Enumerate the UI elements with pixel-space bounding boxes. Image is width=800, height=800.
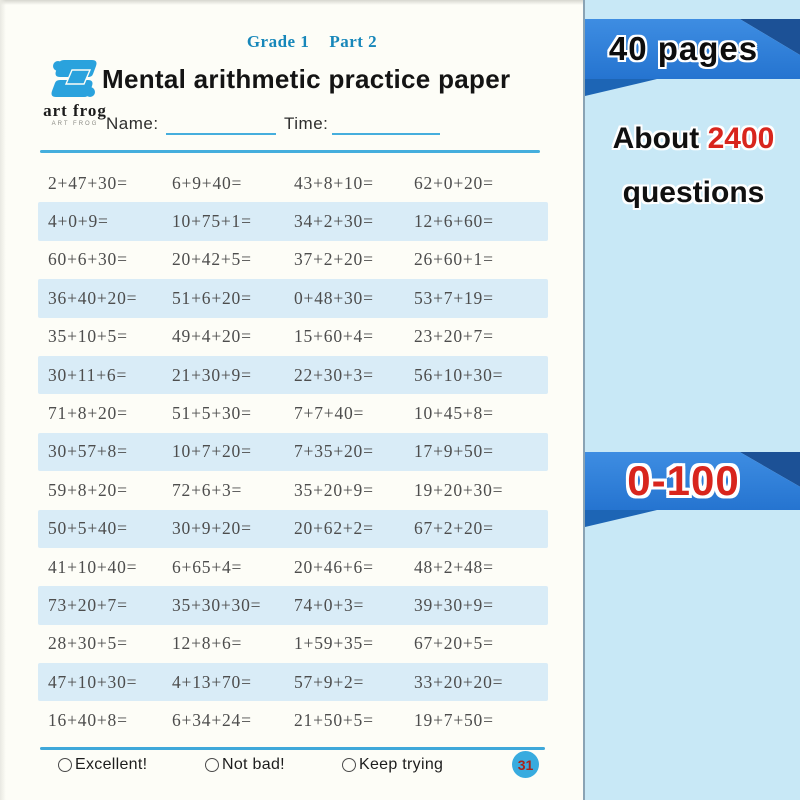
problem-cell: 71+8+20= [48, 403, 128, 424]
problem-cell: 30+9+20= [172, 518, 252, 539]
problem-cell: 49+4+20= [172, 326, 252, 347]
problem-row [38, 318, 548, 356]
problem-cell: 72+6+3= [172, 479, 243, 500]
ribbon-tail [585, 79, 657, 96]
problem-cell: 53+7+19= [414, 287, 494, 308]
problem-cell: 35+30+30= [172, 594, 262, 615]
problem-cell: 59+8+20= [48, 479, 128, 500]
problem-cell: 15+60+4= [294, 326, 374, 347]
about-count: 2400 [707, 122, 775, 155]
about-prefix: About [612, 122, 700, 155]
problem-row [38, 202, 548, 240]
problem-row [38, 279, 548, 317]
grade-part-line [20, 32, 604, 52]
problem-cell: 43+8+10= [294, 172, 374, 193]
problem-cell: 6+9+40= [172, 172, 243, 193]
problem-cell: 21+50+5= [294, 710, 374, 731]
problem-cell: 35+20+9= [294, 479, 374, 500]
problem-cell: 23+20+7= [414, 326, 494, 347]
name-label: Name: [106, 114, 159, 133]
pages-banner-text: 40 pages [608, 30, 759, 67]
scroll-s-logo-icon [40, 56, 110, 102]
about-questions-text [585, 112, 800, 220]
problem-cell: 37+2+20= [294, 249, 374, 270]
page-number: 31 [517, 756, 534, 773]
problem-cell: 17+9+50= [414, 441, 494, 462]
problem-cell: 62+0+20= [414, 172, 494, 193]
problem-row [38, 548, 548, 586]
problem-cell: 6+34+24= [172, 710, 252, 731]
logo-name: art frog [43, 101, 107, 120]
problem-cell: 12+8+6= [172, 633, 243, 654]
footer-options [0, 756, 584, 780]
problem-cell: 67+20+5= [414, 633, 494, 654]
problem-cell: 19+7+50= [414, 710, 494, 731]
rating-option-label: Not bad! [222, 756, 285, 773]
problem-cell: 12+6+60= [414, 211, 494, 232]
grade-label: Grade 1 [246, 32, 310, 51]
problem-cell: 33+20+20= [414, 671, 504, 692]
problem-row [38, 433, 548, 471]
range-banner-text: 0-100 [627, 457, 740, 504]
logo-subtext: ART FROG [51, 121, 99, 127]
page-title: Mental arithmetic practice paper [102, 64, 511, 94]
problem-cell: 10+45+8= [414, 403, 494, 424]
problem-cell: 74+0+3= [294, 594, 365, 615]
problem-row [38, 164, 548, 202]
problem-cell: 22+30+3= [294, 364, 374, 385]
circle-checkbox-icon [342, 758, 356, 772]
problem-row [38, 663, 548, 701]
problem-row [38, 471, 548, 509]
rating-option-label: Keep trying [359, 756, 444, 773]
problem-cell: 7+7+40= [294, 403, 365, 424]
problem-cell: 2+47+30= [48, 172, 128, 193]
problem-cell: 30+57+8= [48, 441, 128, 462]
page-number-badge [512, 751, 539, 778]
problem-cell: 48+2+48= [414, 556, 494, 577]
ribbon-tail [585, 510, 657, 527]
problem-cell: 0+48+30= [294, 287, 374, 308]
problem-cell: 16+40+8= [48, 710, 128, 731]
promo-sidebar [583, 0, 800, 800]
problem-cell: 7+35+20= [294, 441, 374, 462]
pages-ribbon [585, 19, 800, 79]
problem-cell: 21+30+9= [172, 364, 252, 385]
problem-row [38, 394, 548, 432]
problem-cell: 19+20+30= [414, 479, 504, 500]
problem-cell: 30+11+6= [48, 364, 128, 385]
problem-cell: 57+9+2= [294, 671, 365, 692]
problem-cell: 20+42+5= [172, 249, 252, 270]
about-suffix: questions [622, 176, 765, 209]
problem-cell: 34+2+30= [294, 211, 374, 232]
rating-option [58, 756, 147, 774]
problem-row [38, 625, 548, 663]
problem-cell: 51+6+20= [172, 287, 252, 308]
time-blank-line [332, 133, 440, 135]
header-divider-rule [40, 150, 540, 153]
name-time-row [0, 114, 584, 138]
rating-option [342, 756, 443, 774]
problem-cell: 26+60+1= [414, 249, 494, 270]
problem-row [38, 510, 548, 548]
name-blank-line [166, 133, 276, 135]
problem-cell: 56+10+30= [414, 364, 504, 385]
problem-cell: 1+59+35= [294, 633, 374, 654]
problems-grid [38, 164, 548, 740]
problem-cell: 4+0+9= [48, 211, 109, 232]
problem-cell: 4+13+70= [172, 671, 252, 692]
problem-cell: 73+20+7= [48, 594, 128, 615]
problem-cell: 35+10+5= [48, 326, 128, 347]
time-label: Time: [284, 114, 329, 133]
part-label: Part 2 [329, 32, 378, 51]
problem-cell: 20+62+2= [294, 518, 374, 539]
problem-cell: 6+65+4= [172, 556, 243, 577]
rating-option-label: Excellent! [75, 756, 148, 773]
problem-cell: 47+10+30= [48, 671, 138, 692]
problem-cell: 20+46+6= [294, 556, 374, 577]
problem-row [38, 356, 548, 394]
problem-row [38, 701, 548, 739]
problem-cell: 10+7+20= [172, 441, 252, 462]
problem-cell: 51+5+30= [172, 403, 252, 424]
problem-cell: 36+40+20= [48, 287, 138, 308]
circle-checkbox-icon [205, 758, 219, 772]
problem-cell: 28+30+5= [48, 633, 128, 654]
problem-row [38, 586, 548, 624]
range-ribbon [585, 452, 800, 510]
problem-cell: 50+5+40= [48, 518, 128, 539]
problem-cell: 67+2+20= [414, 518, 494, 539]
circle-checkbox-icon [58, 758, 72, 772]
problem-cell: 10+75+1= [172, 211, 252, 232]
problem-cell: 39+30+9= [414, 594, 494, 615]
footer-divider-rule [40, 747, 545, 750]
problem-row [38, 241, 548, 279]
problem-cell: 60+6+30= [48, 249, 128, 270]
problem-cell: 41+10+40= [48, 556, 138, 577]
rating-option [205, 756, 285, 774]
